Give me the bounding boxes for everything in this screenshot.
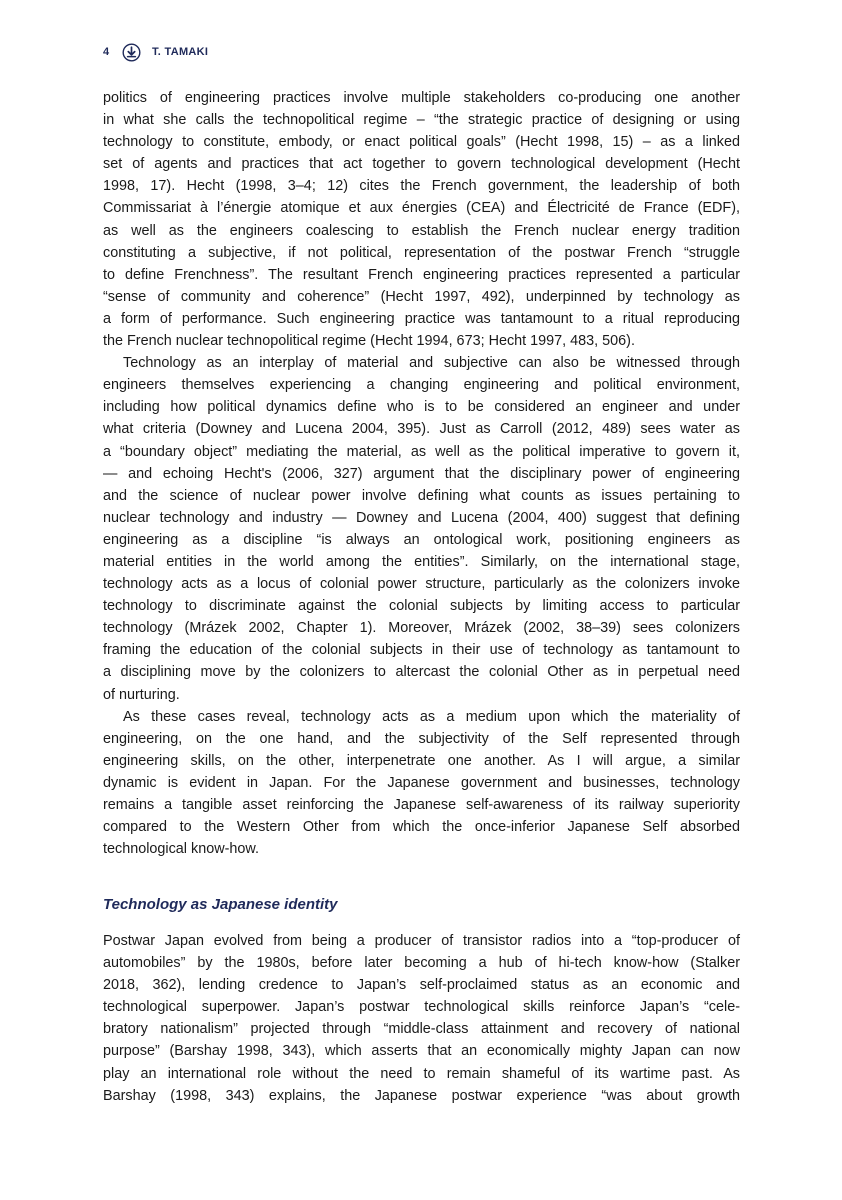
text-line: purpose” (Barshay 1998, 343), which asserts that an economically mighty Japan can now <box>103 1043 740 1060</box>
text-line: and the science of nuclear power involve defining what counts as issues pertaining to <box>103 487 740 504</box>
text-line: Commissariat à l’énergie atomique et aux énergies (CEA) and Électricité de France (EDF), <box>103 200 740 217</box>
text-line: technological know-how. <box>103 841 259 858</box>
text-line: a “boundary object” mediating the material, as well as the political imperative to govern it, <box>103 443 740 460</box>
section-heading: Technology as Japanese identity <box>103 896 338 913</box>
text-line: technology to discriminate against the colonial subjects by limiting access to particular <box>103 598 740 615</box>
text-line: what criteria (Downey and Lucena 2004, 395). Just as Carroll (2012, 489) sees water as <box>103 421 740 438</box>
text-line: to define Frenchness”. The resultant French engineering practices represented a particular <box>103 266 740 283</box>
text-line: technological superpower. Japan’s postwar technological skills reinforce Japan’s “cele- <box>103 999 740 1016</box>
paragraph-2 <box>103 352 740 706</box>
text-line: bratory nationalism” projected through “middle-class attainment and recovery of national <box>103 1021 740 1038</box>
text-line: engineers themselves experiencing a changing engineering and political environment, <box>103 377 740 394</box>
text-line: technology acts as a locus of colonial power structure, particularly as the colonizers invoke <box>103 576 740 593</box>
text-line: 2018, 362), lending credence to Japan’s self-proclaimed status as an economic and <box>103 977 740 994</box>
text-line: technology to constitute, embody, or enact political goals” (Hecht 1998, 15) – as a linked <box>103 134 740 151</box>
text-line: politics of engineering practices involve multiple stakeholders co-producing one another <box>103 90 740 106</box>
text-line: compared to the Western Other from which the once-inferior Japanese Self absorbed <box>103 819 740 836</box>
text-line: automobiles” by the 1980s, before later becoming a hub of hi-tech know-how (Stalker <box>103 955 740 972</box>
text-line: technology (Mrázek 2002, Chapter 1). Moreover, Mrázek (2002, 38–39) sees colonizers <box>103 620 740 637</box>
text-line: constituting a subjective, if not political, representation of the postwar French “struggle <box>103 244 740 261</box>
text-line: dynamic is evident in Japan. For the Japanese government and businesses, technology <box>103 774 740 791</box>
text-line: 1998, 17). Hecht (1998, 3–4; 12) cites the French government, the leadership of both <box>103 178 740 195</box>
text-line: engineering skills, on the other, interpenetrate one another. As I will argue, a similar <box>103 752 740 769</box>
paragraph-4 <box>103 930 740 1107</box>
text-line: in what she calls the technopolitical regime – “the strategic practice of designing or using <box>103 112 740 129</box>
text-line: nuclear technology and industry — Downey and Lucena (2004, 400) suggest that defining <box>103 509 740 526</box>
text-line: the French nuclear technopolitical regime (Hecht 1994, 673; Hecht 1997, 483, 506). <box>103 333 635 350</box>
paragraph-3 <box>103 706 740 861</box>
text-line: Barshay (1998, 343) explains, the Japanese postwar experience “was about growth <box>103 1087 740 1104</box>
text-line: play an international role without the need to remain shameful of its wartime past. As <box>103 1065 740 1082</box>
text-line: set of agents and practices that act together to govern technological development (Hecht <box>103 156 740 173</box>
text-line: engineering as a discipline “is always an ontological work, positioning engineers as <box>103 531 740 548</box>
paragraph-1 <box>103 87 740 352</box>
text-line: framing the education of the colonial subjects in their use of technology as tantamount to <box>103 642 740 659</box>
article-body <box>103 87 740 860</box>
text-line: material entities in the world among the entities”. Similarly, on the international stage, <box>103 553 740 570</box>
text-line: As these cases reveal, technology acts as a medium upon which the materiality of <box>123 708 740 725</box>
running-author: T. TAMAKI <box>152 46 209 58</box>
text-line: including how political dynamics define who is to be considered an engineer and under <box>103 399 740 416</box>
page-number: 4 <box>103 46 110 58</box>
text-line: as well as the engineers coalescing to establish the French nuclear energy tradition <box>103 222 740 239</box>
text-line: engineering, on the one hand, and the subjectivity of the Self represented through <box>103 730 740 747</box>
text-line: Postwar Japan evolved from being a producer of transistor radios into a “top-producer of <box>103 933 740 949</box>
section-body <box>103 930 740 1107</box>
text-line: — and echoing Hecht's (2006, 327) argument that the disciplinary power of engineering <box>103 465 740 482</box>
running-header <box>103 42 208 62</box>
text-line: remains a tangible asset reinforcing the Japanese self-awareness of its railway superiority <box>103 797 740 813</box>
text-line: a form of performance. Such engineering practice was tantamount to a ritual reproducing <box>103 310 740 327</box>
text-line: of nurturing. <box>103 686 180 703</box>
text-line: “sense of community and coherence” (Hecht 1997, 492), underpinned by technology as <box>103 288 740 305</box>
text-line: a disciplining move by the colonizers to altercast the colonial Other as in perpetual need <box>103 664 740 681</box>
text-line: Technology as an interplay of material and subjective can also be witnessed through <box>123 355 740 372</box>
publisher-logo-icon <box>122 43 141 62</box>
